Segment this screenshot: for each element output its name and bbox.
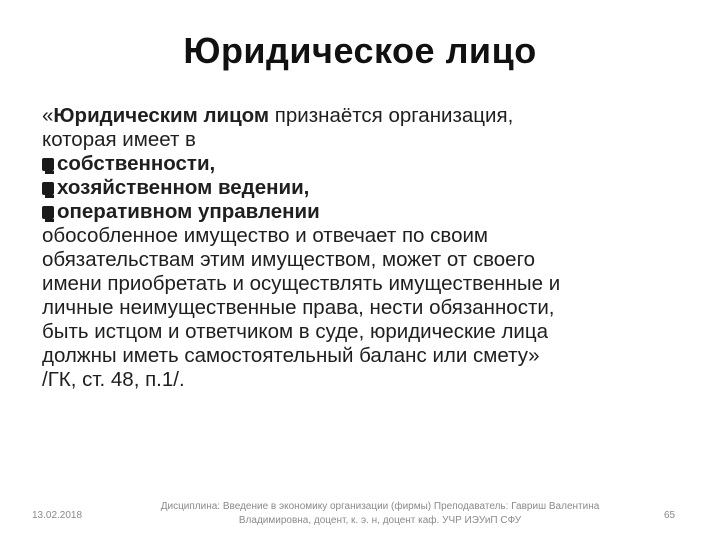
footer-course-line-1: Дисциплина: Введение в экономику организации (фирмы) Преподаватель: Гавриш Валентина [160,501,600,512]
paragraph-line: имени приобретать и осуществлять имущественные и [42,272,561,295]
paragraph-line: /ГК, ст. 48, п.1/. [42,368,185,391]
bullet-text: собственности, [57,152,216,175]
bullet-item [42,152,692,176]
bullet-text: оперативном управлении [57,200,320,223]
page-number: 65 [664,510,676,521]
intro-bold-term: Юридическим лицом [53,104,270,127]
intro-line [42,104,692,128]
paragraph-line: должны иметь самостоятельный баланс или смету» [42,344,540,367]
footer-course-line-2: Владимировна, доцент, к. э. н, доцент каф. УЧР ИЭУиП СФУ [238,515,522,526]
square-bullet-icon [42,158,54,171]
footer-course-info [130,500,630,528]
square-bullet-icon [42,182,54,195]
intro-rest: признаётся организация, [269,104,514,127]
bullet-item [42,176,692,200]
bullet-text: хозяйственном ведении, [57,176,310,199]
square-bullet-icon [42,206,54,219]
slide-body [42,104,692,392]
paragraph-line: обязательствам этим имуществом, может от своего [42,248,536,271]
intro-line-2: которая имеет в [42,128,196,151]
footer-date: 13.02.2018 [32,510,83,521]
intro-quote: « [42,104,54,127]
paragraph-line: личные неимущественные права, нести обязанности, [42,296,555,319]
paragraph-line: обособленное имущество и отвечает по своим [42,224,489,247]
slide-title: Юридическое лицо [183,30,537,71]
bullet-item [42,200,692,224]
paragraph-line: быть истцом и ответчиком в суде, юридические лица [42,320,549,343]
